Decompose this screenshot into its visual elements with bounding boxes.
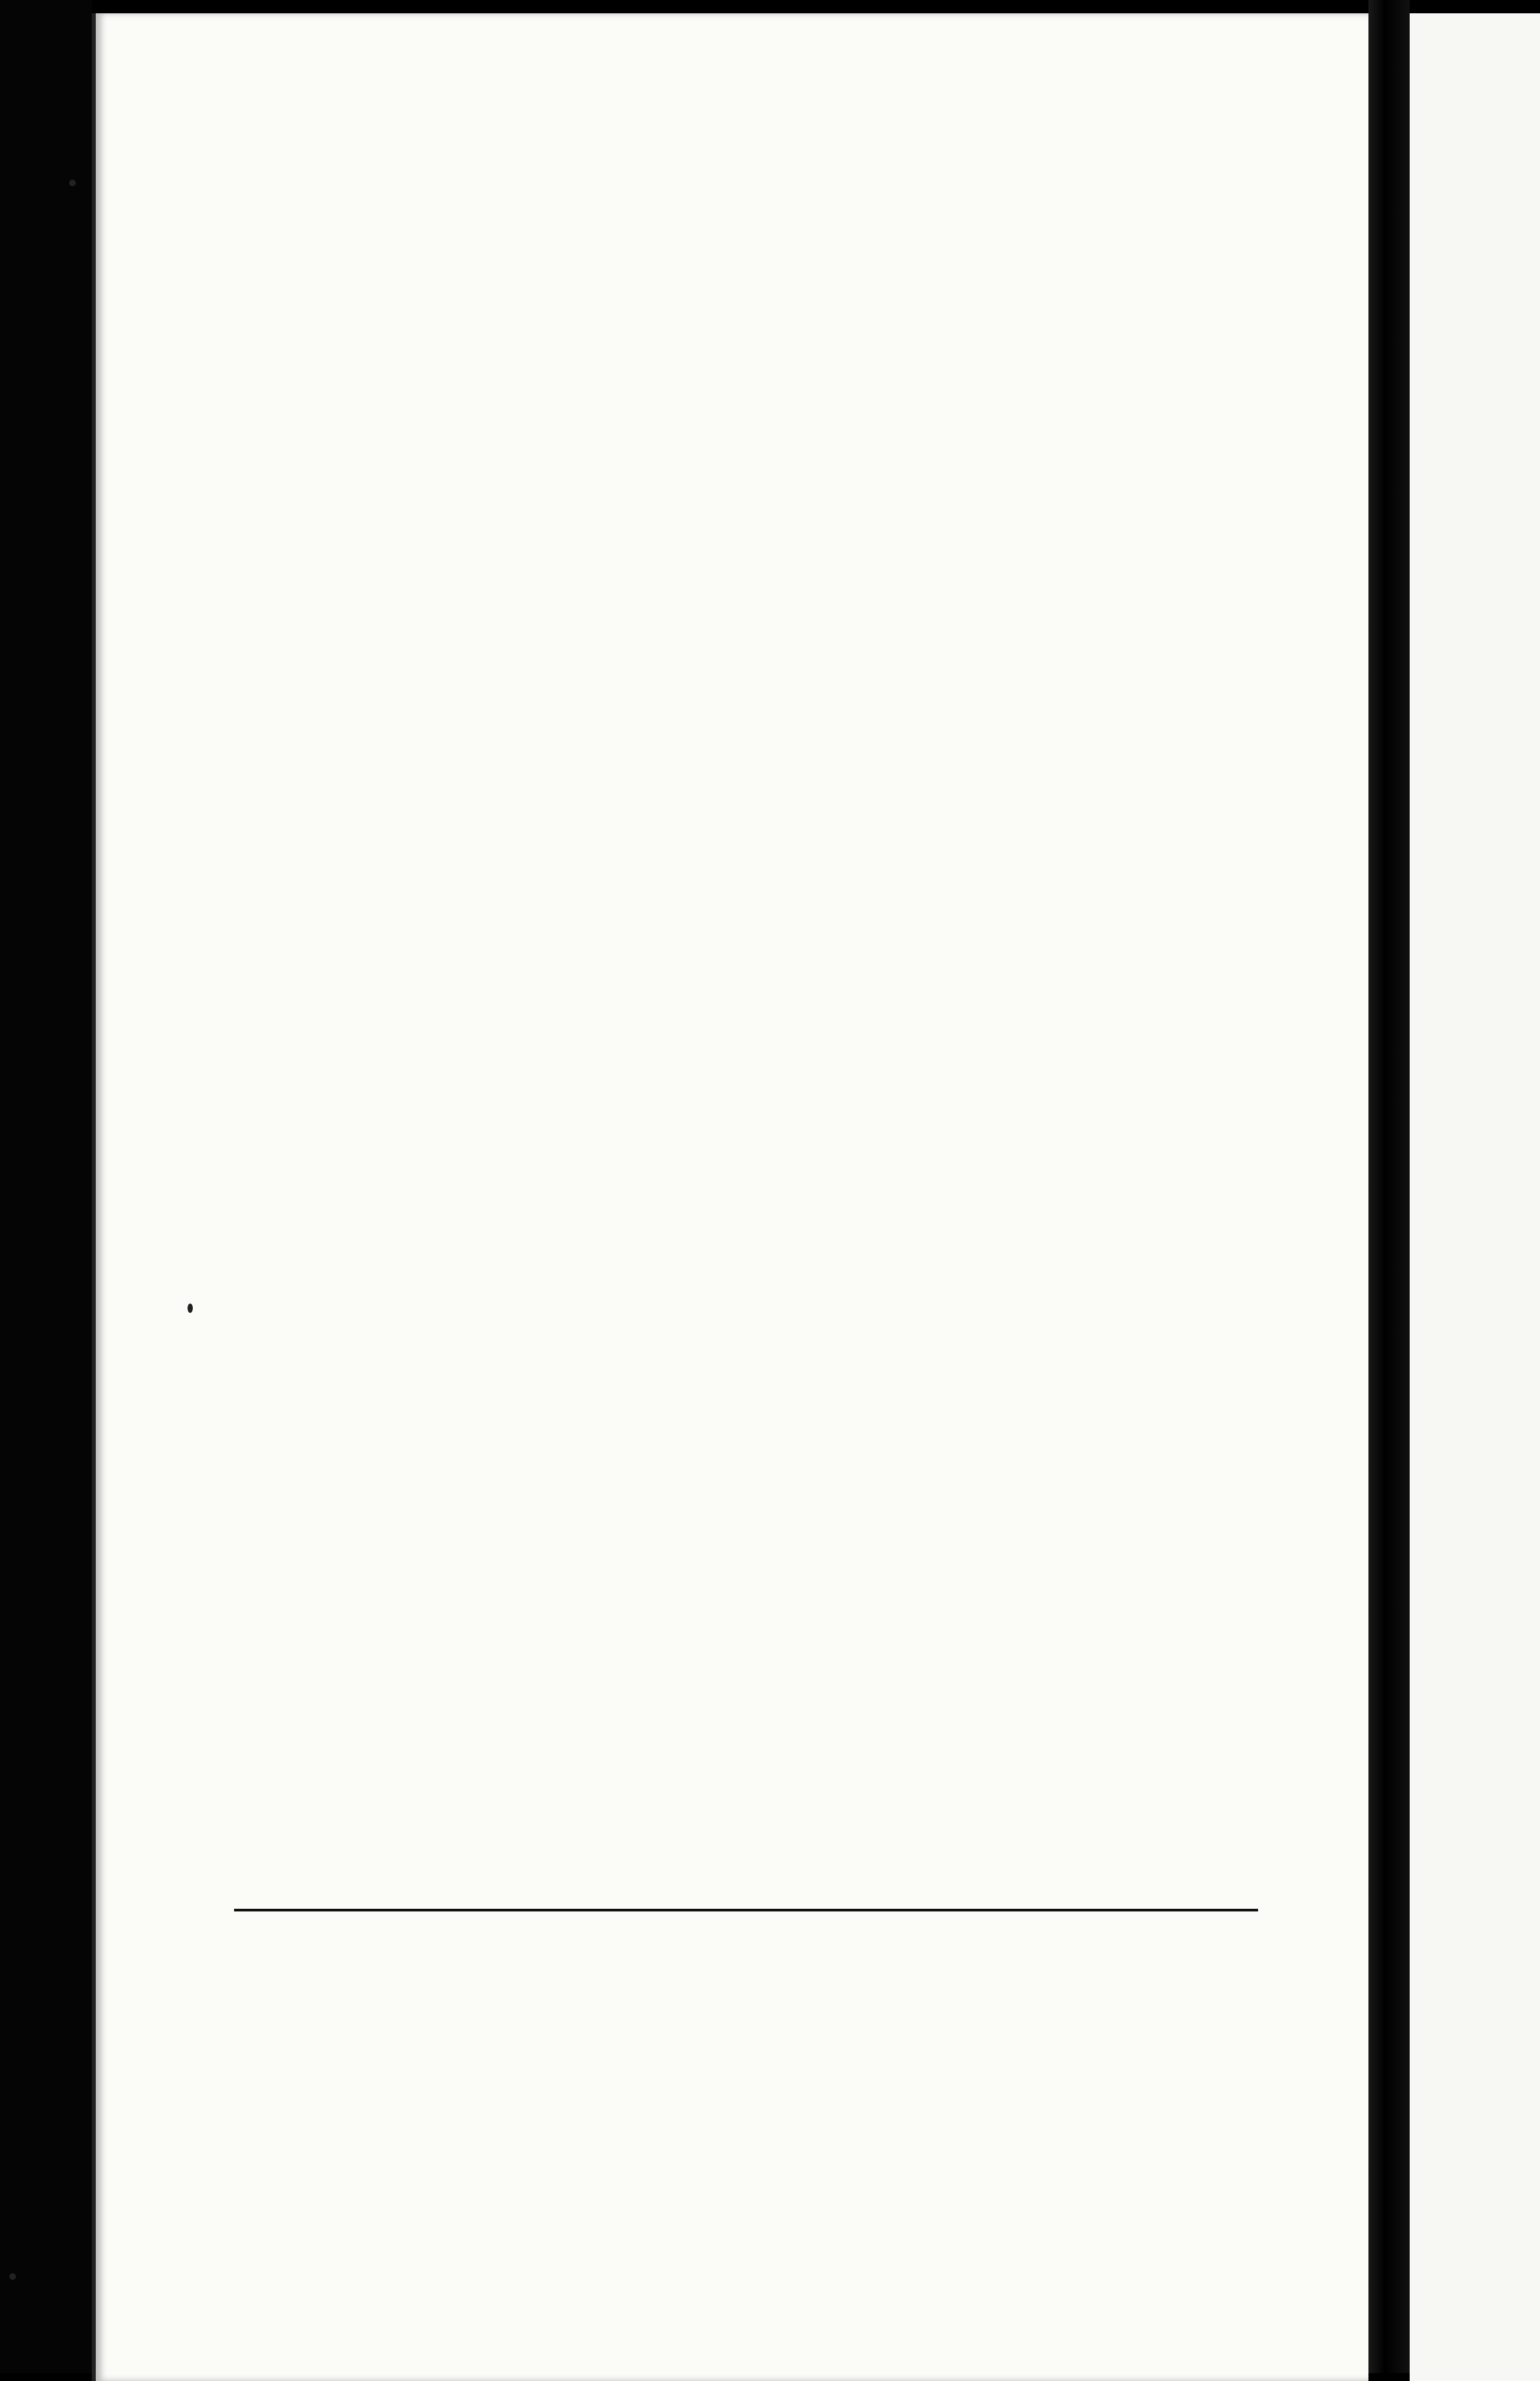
scan-speck [188,1304,193,1313]
scan-speck [69,180,76,186]
footnote-rule [234,1909,1258,1911]
scan-speck [9,2273,16,2280]
book-gutter [1368,0,1410,2373]
scan-left-margin [0,0,92,2373]
facing-page-edge [1410,13,1540,2381]
book-page [92,13,1368,2381]
